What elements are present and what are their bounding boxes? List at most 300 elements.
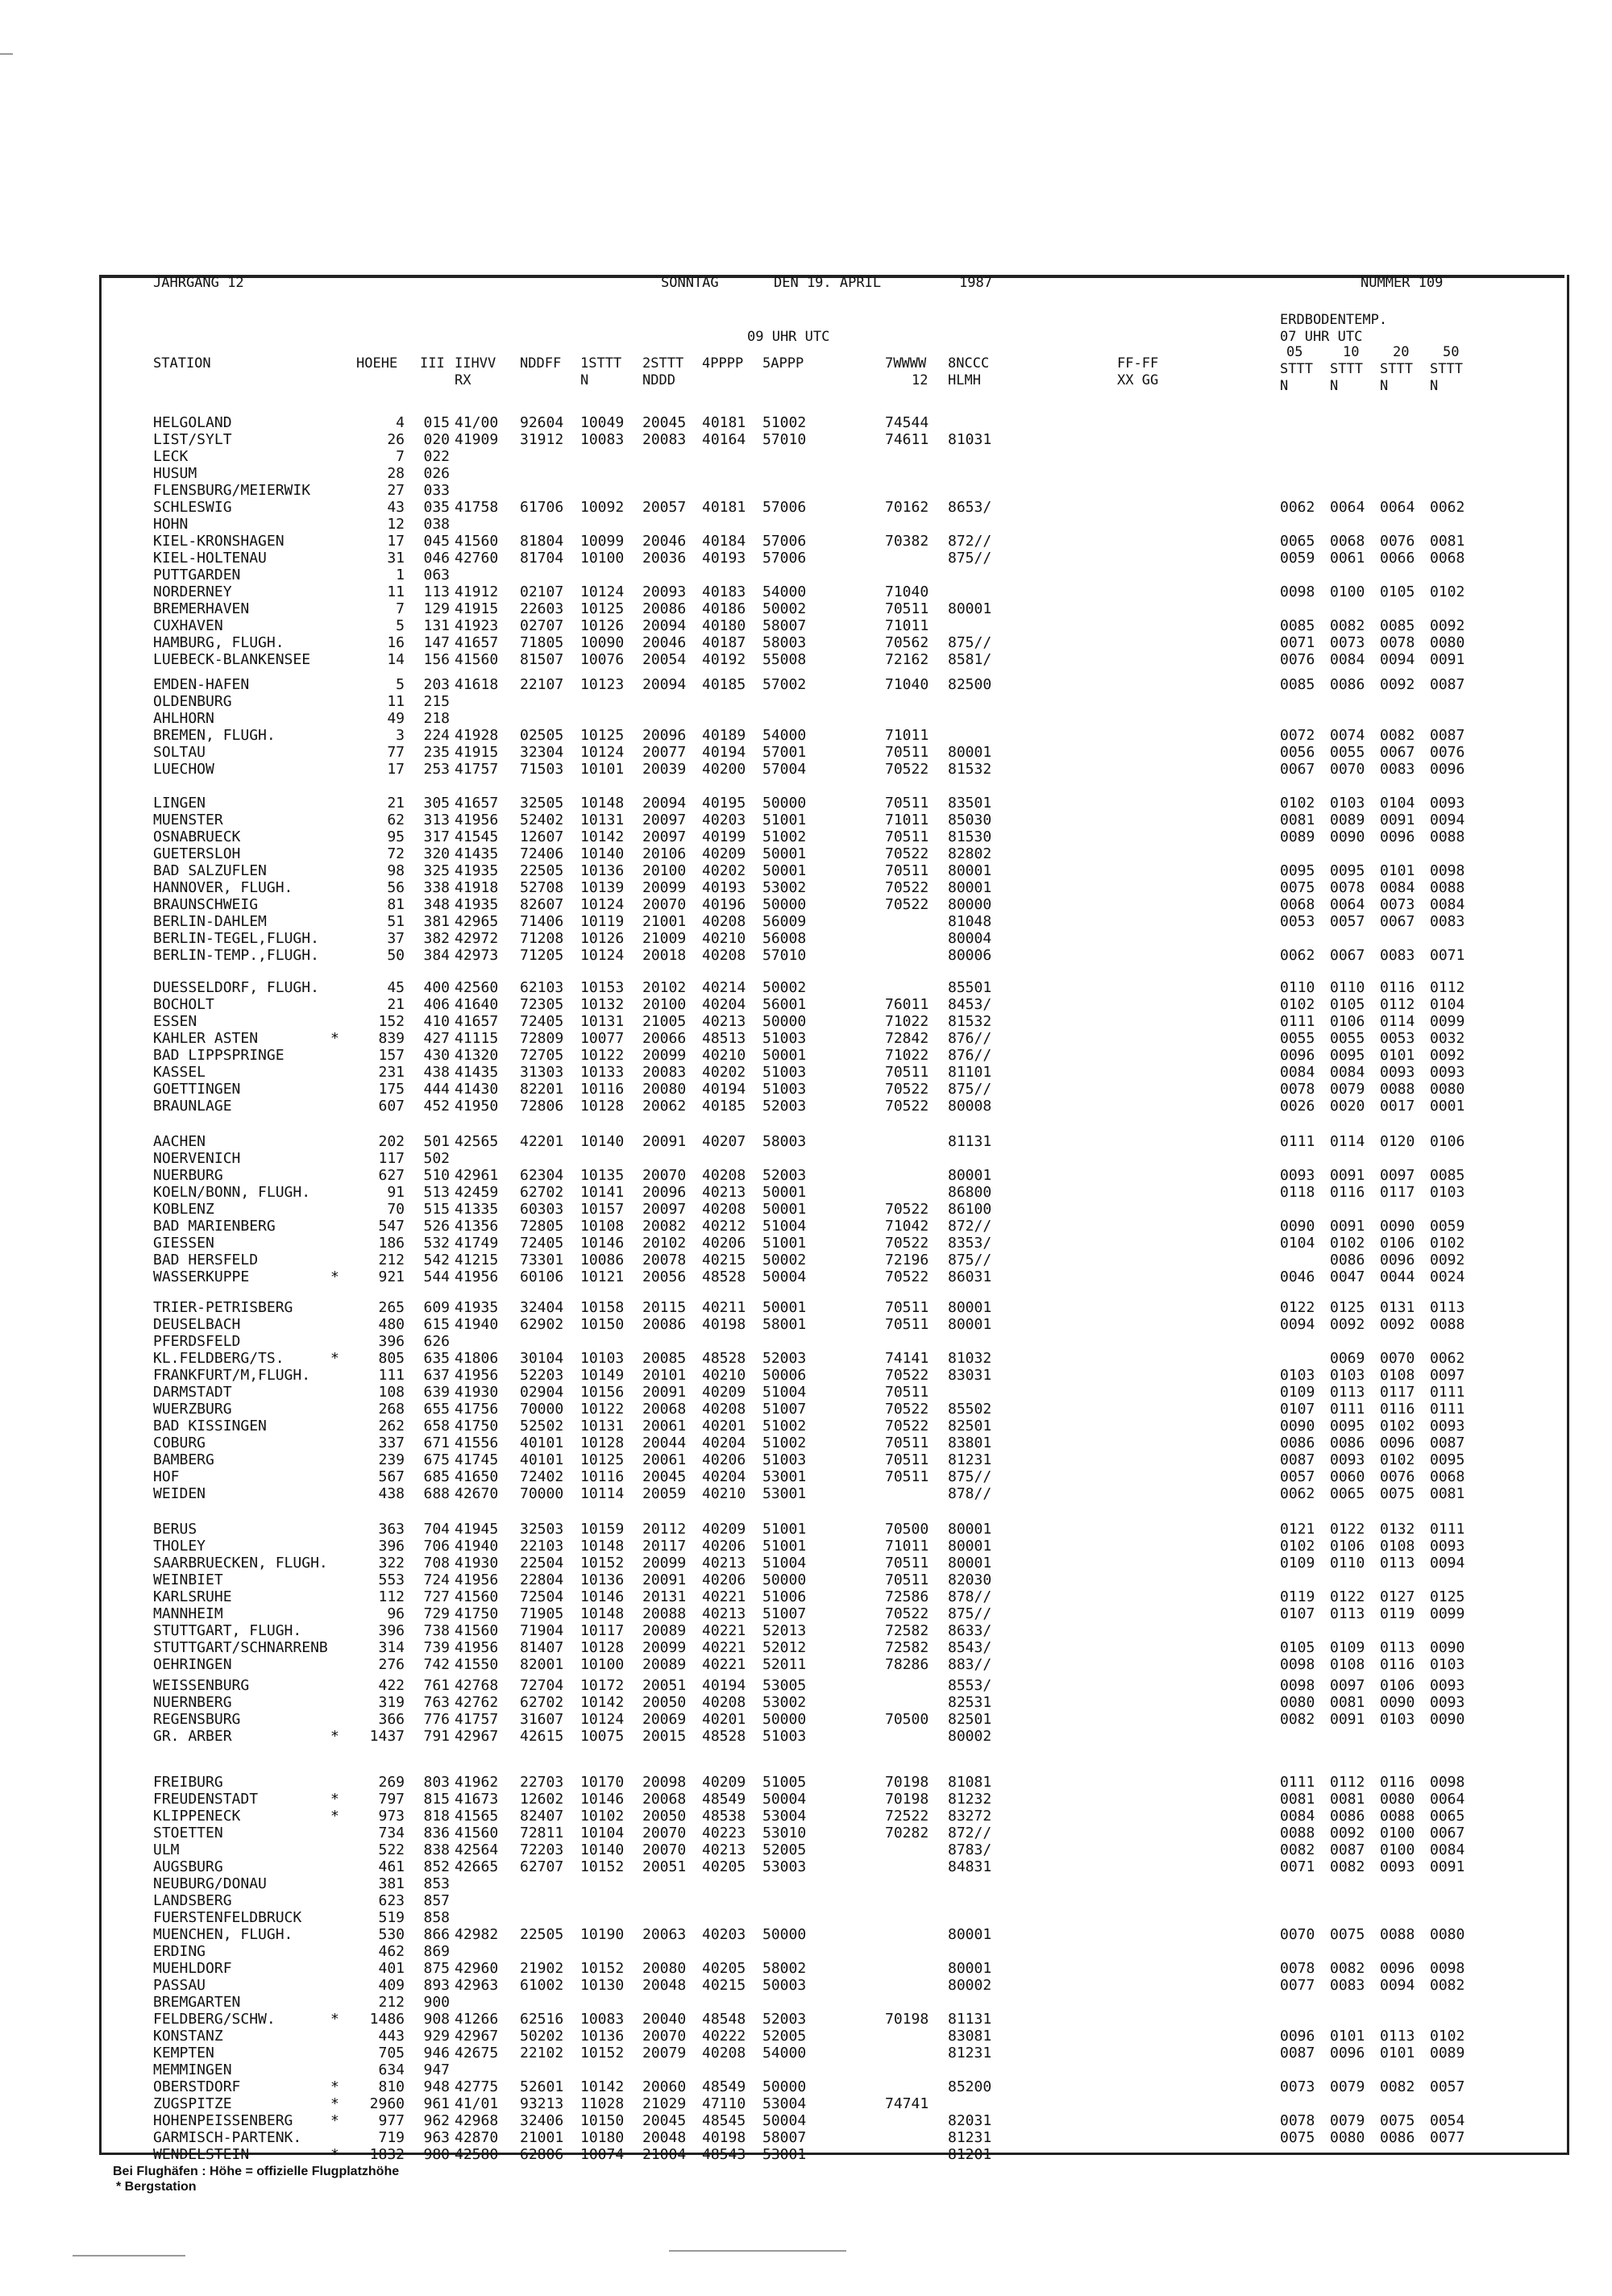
- pressure-4pppp: 48528: [702, 1728, 746, 1745]
- station-id: 836: [423, 1825, 450, 1841]
- tendency-5appp: 58007: [762, 617, 807, 634]
- dew-2sttt: 20096: [642, 727, 687, 744]
- station-name: KOBLENZ: [153, 1201, 214, 1218]
- elevation: 268: [378, 1401, 405, 1418]
- soil-20: 0067: [1380, 913, 1415, 930]
- weather-7wwww: 70500: [885, 1711, 929, 1728]
- tendency-5appp: 52005: [762, 2028, 807, 2045]
- tendency-5appp: 51003: [762, 1451, 807, 1468]
- station-name: BREMERHAVEN: [153, 600, 250, 617]
- temp-1sttt: 10142: [580, 1694, 625, 1711]
- cloud-8nccc: 80001: [948, 879, 992, 896]
- cloud-8nccc: 80000: [948, 896, 992, 913]
- mountain-marker: *: [330, 1350, 339, 1367]
- nddff: 31912: [520, 431, 564, 448]
- nddff: 82607: [520, 896, 564, 913]
- nddff: 93213: [520, 2095, 564, 2112]
- station-id: 215: [423, 693, 450, 710]
- cloud-8nccc: 875//: [948, 634, 992, 651]
- station-id: 675: [423, 1451, 450, 1468]
- soil-20: 0101: [1380, 1047, 1415, 1064]
- soil-50: 0077: [1430, 2129, 1465, 2146]
- dew-2sttt: 20078: [642, 1252, 687, 1268]
- station-name: BAMBERG: [153, 1451, 214, 1468]
- table-row: [0, 1350, 1612, 1367]
- elevation: 1437: [369, 1728, 405, 1745]
- nddff: 52203: [520, 1367, 564, 1384]
- cloud-8nccc: 80001: [948, 1316, 992, 1333]
- nddff: 71904: [520, 1622, 564, 1639]
- station-id: 706: [423, 1538, 450, 1555]
- tendency-5appp: 52013: [762, 1622, 807, 1639]
- elevation: 530: [378, 1926, 405, 1943]
- cloud-8nccc: 86800: [948, 1184, 992, 1201]
- station-name: KAHLER ASTEN: [153, 1030, 259, 1047]
- dew-2sttt: 20070: [642, 1841, 687, 1858]
- soil-sub-10: N: [1330, 378, 1339, 394]
- station-name: ZUGSPITZE: [153, 2095, 232, 2112]
- iihvv: 41962: [455, 1774, 499, 1791]
- soil-50: 0094: [1430, 1555, 1465, 1571]
- soil-20: 0119: [1380, 1605, 1415, 1622]
- table-row: [0, 1538, 1612, 1555]
- iihvv: 42982: [455, 1926, 499, 1943]
- table-row: [0, 1047, 1612, 1064]
- table-row: [0, 1167, 1612, 1184]
- table-row: [0, 896, 1612, 913]
- soil-50: 0111: [1430, 1521, 1465, 1538]
- cloud-8nccc: 80001: [948, 862, 992, 879]
- tendency-5appp: 52005: [762, 1841, 807, 1858]
- soil-sub-50: N: [1430, 378, 1439, 394]
- iihvv: 41356: [455, 1218, 499, 1235]
- elevation: 461: [378, 1858, 405, 1875]
- station-id: 869: [423, 1943, 450, 1960]
- elevation: 522: [378, 1841, 405, 1858]
- soil-50: 0087: [1430, 727, 1465, 744]
- soil-20: 0096: [1380, 1434, 1415, 1451]
- temp-1sttt: 10131: [580, 1013, 625, 1030]
- temp-1sttt: 10146: [580, 1588, 625, 1605]
- tendency-5appp: 50004: [762, 1791, 807, 1808]
- soil-10: 0110: [1330, 1555, 1365, 1571]
- soil-05: 0104: [1280, 1235, 1315, 1252]
- cloud-8nccc: 8353/: [948, 1235, 992, 1252]
- dew-2sttt: 20082: [642, 1218, 687, 1235]
- weather-7wwww: 71022: [885, 1013, 929, 1030]
- soil-20: 0108: [1380, 1367, 1415, 1384]
- elevation: 98: [387, 862, 405, 879]
- soil-20: 0073: [1380, 896, 1415, 913]
- pressure-4pppp: 40189: [702, 727, 746, 744]
- station-id: 384: [423, 947, 450, 964]
- nddff: 52601: [520, 2078, 564, 2095]
- station-name: BRAUNLAGE: [153, 1098, 232, 1115]
- pressure-4pppp: 40198: [702, 2129, 746, 2146]
- table-row: [0, 567, 1612, 583]
- cloud-8nccc: 875//: [948, 1081, 992, 1098]
- nddff: 72405: [520, 1235, 564, 1252]
- iihvv: 41657: [455, 634, 499, 651]
- elevation: 623: [378, 1892, 405, 1909]
- depth-20: 20: [1393, 344, 1410, 360]
- elevation: 56: [387, 879, 405, 896]
- soil-10: 0091: [1330, 1167, 1365, 1184]
- cloud-8nccc: 82500: [948, 676, 992, 693]
- table-row: [0, 2078, 1612, 2095]
- nddff: 61002: [520, 1977, 564, 1994]
- soil-10: 0084: [1330, 651, 1365, 668]
- iihvv: 41758: [455, 499, 499, 516]
- table-row: [0, 1184, 1612, 1201]
- pressure-4pppp: 40210: [702, 1367, 746, 1384]
- soil-10: 0103: [1330, 795, 1365, 812]
- soil-20: 0113: [1380, 1555, 1415, 1571]
- cloud-8nccc: 875//: [948, 550, 992, 567]
- nddff: 40101: [520, 1451, 564, 1468]
- station-name: BAD MARIENBERG: [153, 1218, 276, 1235]
- tendency-5appp: 52012: [762, 1639, 807, 1656]
- elevation: 186: [378, 1235, 405, 1252]
- iihvv: 41750: [455, 1418, 499, 1434]
- mountain-marker: *: [330, 1268, 339, 1285]
- elevation: 839: [378, 1030, 405, 1047]
- weather-7wwww: 70522: [885, 1081, 929, 1098]
- cloud-8nccc: 84831: [948, 1858, 992, 1875]
- station-id: 763: [423, 1694, 450, 1711]
- station-id: 739: [423, 1639, 450, 1656]
- weather-7wwww: 74741: [885, 2095, 929, 2112]
- tendency-5appp: 52011: [762, 1656, 807, 1673]
- cloud-8nccc: 81031: [948, 431, 992, 448]
- nddff: 02904: [520, 1384, 564, 1401]
- soil-temp-time: 07 UHR UTC: [1280, 329, 1363, 345]
- temp-1sttt: 11028: [580, 2095, 625, 2112]
- iihvv: 41/01: [455, 2095, 499, 2112]
- elevation: 11: [387, 583, 405, 600]
- soil-50: 0113: [1430, 1299, 1465, 1316]
- tendency-5appp: 54000: [762, 583, 807, 600]
- table-row: [0, 651, 1612, 668]
- soil-20: 0091: [1380, 812, 1415, 828]
- soil-10: 0095: [1330, 1418, 1365, 1434]
- temp-1sttt: 10130: [580, 1977, 625, 1994]
- elevation: 977: [378, 2112, 405, 2129]
- soil-05: 0096: [1280, 1047, 1315, 1064]
- station-name: BOCHOLT: [153, 996, 214, 1013]
- soil-10: 0097: [1330, 1677, 1365, 1694]
- scan-mark: [669, 2250, 846, 2252]
- nddff: 52708: [520, 879, 564, 896]
- table-row: [0, 1909, 1612, 1926]
- station-name: AUGSBURG: [153, 1858, 223, 1875]
- iihvv: 41560: [455, 1622, 499, 1639]
- tendency-5appp: 50002: [762, 979, 807, 996]
- station-name: OBERSTDORF: [153, 2078, 241, 2095]
- elevation: 519: [378, 1909, 405, 1926]
- dew-2sttt: 20086: [642, 600, 687, 617]
- dew-2sttt: 20060: [642, 2078, 687, 2095]
- cloud-8nccc: 8553/: [948, 1677, 992, 1694]
- iihvv: 41950: [455, 1098, 499, 1115]
- nddff: 81704: [520, 550, 564, 567]
- station-id: 515: [423, 1201, 450, 1218]
- temp-1sttt: 10114: [580, 1485, 625, 1502]
- soil-50: 0092: [1430, 1047, 1465, 1064]
- station-name: REGENSBURG: [153, 1711, 241, 1728]
- station-id: 147: [423, 634, 450, 651]
- station-name: KL.FELDBERG/TS.: [153, 1350, 285, 1367]
- iihvv: 41956: [455, 1367, 499, 1384]
- station-name: WENDELSTEIN: [153, 2146, 250, 2163]
- tendency-5appp: 53004: [762, 2095, 807, 2112]
- col-2sttt: 2STTT: [642, 355, 684, 372]
- station-name: FLENSBURG/MEIERWIK: [153, 482, 311, 499]
- station-id: 022: [423, 448, 450, 465]
- soil-10: 0082: [1330, 1960, 1365, 1977]
- iihvv: 42665: [455, 1858, 499, 1875]
- table-row: [0, 533, 1612, 550]
- station-name: PASSAU: [153, 1977, 206, 1994]
- elevation: 12: [387, 516, 405, 533]
- soil-10: 0112: [1330, 1774, 1365, 1791]
- cloud-8nccc: 872//: [948, 1218, 992, 1235]
- soil-05: 0081: [1280, 1791, 1315, 1808]
- weather-7wwww: 70282: [885, 1825, 929, 1841]
- temp-1sttt: 10152: [580, 1960, 625, 1977]
- pressure-4pppp: 40206: [702, 1235, 746, 1252]
- pressure-4pppp: 40185: [702, 1098, 746, 1115]
- pressure-4pppp: 40215: [702, 1977, 746, 1994]
- elevation: 239: [378, 1451, 405, 1468]
- temp-1sttt: 10124: [580, 583, 625, 600]
- soil-10: 0055: [1330, 1030, 1365, 1047]
- station-id: 685: [423, 1468, 450, 1485]
- time-label: 09 UHR UTC: [747, 329, 830, 345]
- soil-05: 0093: [1280, 1167, 1315, 1184]
- tendency-5appp: 50000: [762, 1013, 807, 1030]
- table-row: [0, 1367, 1612, 1384]
- soil-05: 0111: [1280, 1774, 1315, 1791]
- soil-20: 0082: [1380, 727, 1415, 744]
- table-row: [0, 1098, 1612, 1115]
- table-row: [0, 1235, 1612, 1252]
- nddff: 12607: [520, 828, 564, 845]
- dew-2sttt: 20070: [642, 1167, 687, 1184]
- nddff: 71805: [520, 634, 564, 651]
- station-name: FREIBURG: [153, 1774, 223, 1791]
- iihvv: 41560: [455, 1825, 499, 1841]
- soil-50: 0111: [1430, 1384, 1465, 1401]
- tendency-5appp: 51006: [762, 1588, 807, 1605]
- cloud-8nccc: 80008: [948, 1098, 992, 1115]
- nddff: 81407: [520, 1639, 564, 1656]
- soil-50: 0084: [1430, 896, 1465, 913]
- dew-2sttt: 20061: [642, 1418, 687, 1434]
- pressure-4pppp: 40206: [702, 1538, 746, 1555]
- station-name: HOHN: [153, 516, 189, 533]
- soil-05: 0098: [1280, 1677, 1315, 1694]
- soil-10: 0067: [1330, 947, 1365, 964]
- dew-2sttt: 20101: [642, 1367, 687, 1384]
- elevation: 719: [378, 2129, 405, 2146]
- soil-10: 0113: [1330, 1605, 1365, 1622]
- soil-10: 0092: [1330, 1316, 1365, 1333]
- temp-1sttt: 10099: [580, 533, 625, 550]
- nddff: 72806: [520, 1098, 564, 1115]
- tendency-5appp: 50000: [762, 1571, 807, 1588]
- nddff: 72405: [520, 1013, 564, 1030]
- pressure-4pppp: 40203: [702, 812, 746, 828]
- cloud-8nccc: 8453/: [948, 996, 992, 1013]
- soil-10: 0079: [1330, 2078, 1365, 2095]
- soil-20: 0017: [1380, 1098, 1415, 1115]
- cloud-8nccc: 8543/: [948, 1639, 992, 1656]
- soil-10: 0086: [1330, 1252, 1365, 1268]
- nddff: 31607: [520, 1711, 564, 1728]
- tendency-5appp: 50000: [762, 1926, 807, 1943]
- soil-10: 0086: [1330, 1808, 1365, 1825]
- soil-20: 0116: [1380, 1656, 1415, 1673]
- soil-10: 0081: [1330, 1694, 1365, 1711]
- tendency-5appp: 51004: [762, 1555, 807, 1571]
- pressure-4pppp: 40193: [702, 550, 746, 567]
- pressure-4pppp: 40203: [702, 1926, 746, 1943]
- mountain-marker: *: [330, 2011, 339, 2028]
- soil-20: 0094: [1380, 651, 1415, 668]
- station-id: 704: [423, 1521, 450, 1538]
- col-4pppp: 4PPPP: [702, 355, 744, 372]
- dew-2sttt: 20070: [642, 896, 687, 913]
- table-row: [0, 744, 1612, 761]
- soil-05: 0098: [1280, 1656, 1315, 1673]
- station-name: ERDING: [153, 1943, 206, 1960]
- soil-20: 0120: [1380, 1133, 1415, 1150]
- weather-7wwww: 70511: [885, 1434, 929, 1451]
- station-id: 026: [423, 465, 450, 482]
- soil-20: 0102: [1380, 1451, 1415, 1468]
- pressure-4pppp: 40201: [702, 1711, 746, 1728]
- dew-2sttt: 20097: [642, 828, 687, 845]
- iihvv: 41/00: [455, 414, 499, 431]
- dew-2sttt: 20093: [642, 583, 687, 600]
- dew-2sttt: 20079: [642, 2045, 687, 2061]
- iihvv: 42963: [455, 1977, 499, 1994]
- nddff: 72809: [520, 1030, 564, 1047]
- soil-50: 0090: [1430, 1711, 1465, 1728]
- weather-7wwww: 70198: [885, 1774, 929, 1791]
- cloud-8nccc: 82501: [948, 1711, 992, 1728]
- pressure-4pppp: 40213: [702, 1605, 746, 1622]
- station-name: HOF: [153, 1468, 180, 1485]
- station-name: MUENCHEN, FLUGH.: [153, 1926, 293, 1943]
- soil-50: 0106: [1430, 1133, 1465, 1150]
- station-name: KEMPTEN: [153, 2045, 214, 2061]
- soil-05: 0111: [1280, 1013, 1315, 1030]
- weather-7wwww: 70511: [885, 1384, 929, 1401]
- pressure-4pppp: 48545: [702, 2112, 746, 2129]
- soil-50: 0089: [1430, 2045, 1465, 2061]
- table-row: [0, 947, 1612, 964]
- soil-20: 0092: [1380, 676, 1415, 693]
- nddff: 72203: [520, 1841, 564, 1858]
- elevation: 11: [387, 693, 405, 710]
- dew-2sttt: 20080: [642, 1960, 687, 1977]
- elevation: 366: [378, 1711, 405, 1728]
- elevation: 43: [387, 499, 405, 516]
- elevation: 96: [387, 1605, 405, 1622]
- soil-05: 0087: [1280, 2045, 1315, 2061]
- cloud-8nccc: 83501: [948, 795, 992, 812]
- iihvv: 41657: [455, 1013, 499, 1030]
- station-id: 963: [423, 2129, 450, 2146]
- iihvv: 42965: [455, 913, 499, 930]
- soil-20: 0084: [1380, 879, 1415, 896]
- cloud-8nccc: 81532: [948, 761, 992, 778]
- station-name: GARMISCH-PARTENK.: [153, 2129, 302, 2146]
- table-row: [0, 828, 1612, 845]
- soil-05: 0078: [1280, 1960, 1315, 1977]
- temp-1sttt: 10135: [580, 1167, 625, 1184]
- dew-2sttt: 20068: [642, 1791, 687, 1808]
- station-name: HANNOVER, FLUGH.: [153, 879, 293, 896]
- tendency-5appp: 57010: [762, 431, 807, 448]
- pressure-4pppp: 47110: [702, 2095, 746, 2112]
- jahrgang: JAHRGANG 12: [153, 275, 244, 291]
- station-name: CUXHAVEN: [153, 617, 223, 634]
- weather-7wwww: 71042: [885, 1218, 929, 1235]
- soil-50: 0032: [1430, 1030, 1465, 1047]
- soil-20: 0116: [1380, 1401, 1415, 1418]
- station-name: BERLIN-TEGEL,FLUGH.: [153, 930, 319, 947]
- dew-2sttt: 20094: [642, 795, 687, 812]
- table-row: [0, 2112, 1612, 2129]
- soil-20: 0088: [1380, 1081, 1415, 1098]
- soil-50: 0092: [1430, 1252, 1465, 1268]
- soil-05: 0102: [1280, 795, 1315, 812]
- station-id: 776: [423, 1711, 450, 1728]
- soil-50: 0081: [1430, 1485, 1465, 1502]
- nddff: 32406: [520, 2112, 564, 2129]
- nddff: 22505: [520, 862, 564, 879]
- tendency-5appp: 52003: [762, 2011, 807, 2028]
- soil-05: 0090: [1280, 1418, 1315, 1434]
- soil-05: 0068: [1280, 896, 1315, 913]
- cloud-8nccc: 81201: [948, 2146, 992, 2163]
- nddff: 22603: [520, 600, 564, 617]
- mountain-marker: *: [330, 1728, 339, 1745]
- soil-05: 0067: [1280, 761, 1315, 778]
- tendency-5appp: 51004: [762, 1384, 807, 1401]
- soil-50: 0067: [1430, 1825, 1465, 1841]
- nddff: 30104: [520, 1350, 564, 1367]
- nddff: 82001: [520, 1656, 564, 1673]
- dew-2sttt: 20068: [642, 1401, 687, 1418]
- pressure-4pppp: 40222: [702, 2028, 746, 2045]
- pressure-4pppp: 40207: [702, 1133, 746, 1150]
- cloud-8nccc: 878//: [948, 1485, 992, 1502]
- depth-05: 05: [1286, 344, 1303, 360]
- pressure-4pppp: 40184: [702, 533, 746, 550]
- iihvv: 42768: [455, 1677, 499, 1694]
- cloud-8nccc: 83031: [948, 1367, 992, 1384]
- station-name: NORDERNEY: [153, 583, 232, 600]
- pressure-4pppp: 48549: [702, 1791, 746, 1808]
- soil-05: 0080: [1280, 1694, 1315, 1711]
- iihvv: 41215: [455, 1252, 499, 1268]
- table-row: [0, 1960, 1612, 1977]
- soil-20: 0100: [1380, 1825, 1415, 1841]
